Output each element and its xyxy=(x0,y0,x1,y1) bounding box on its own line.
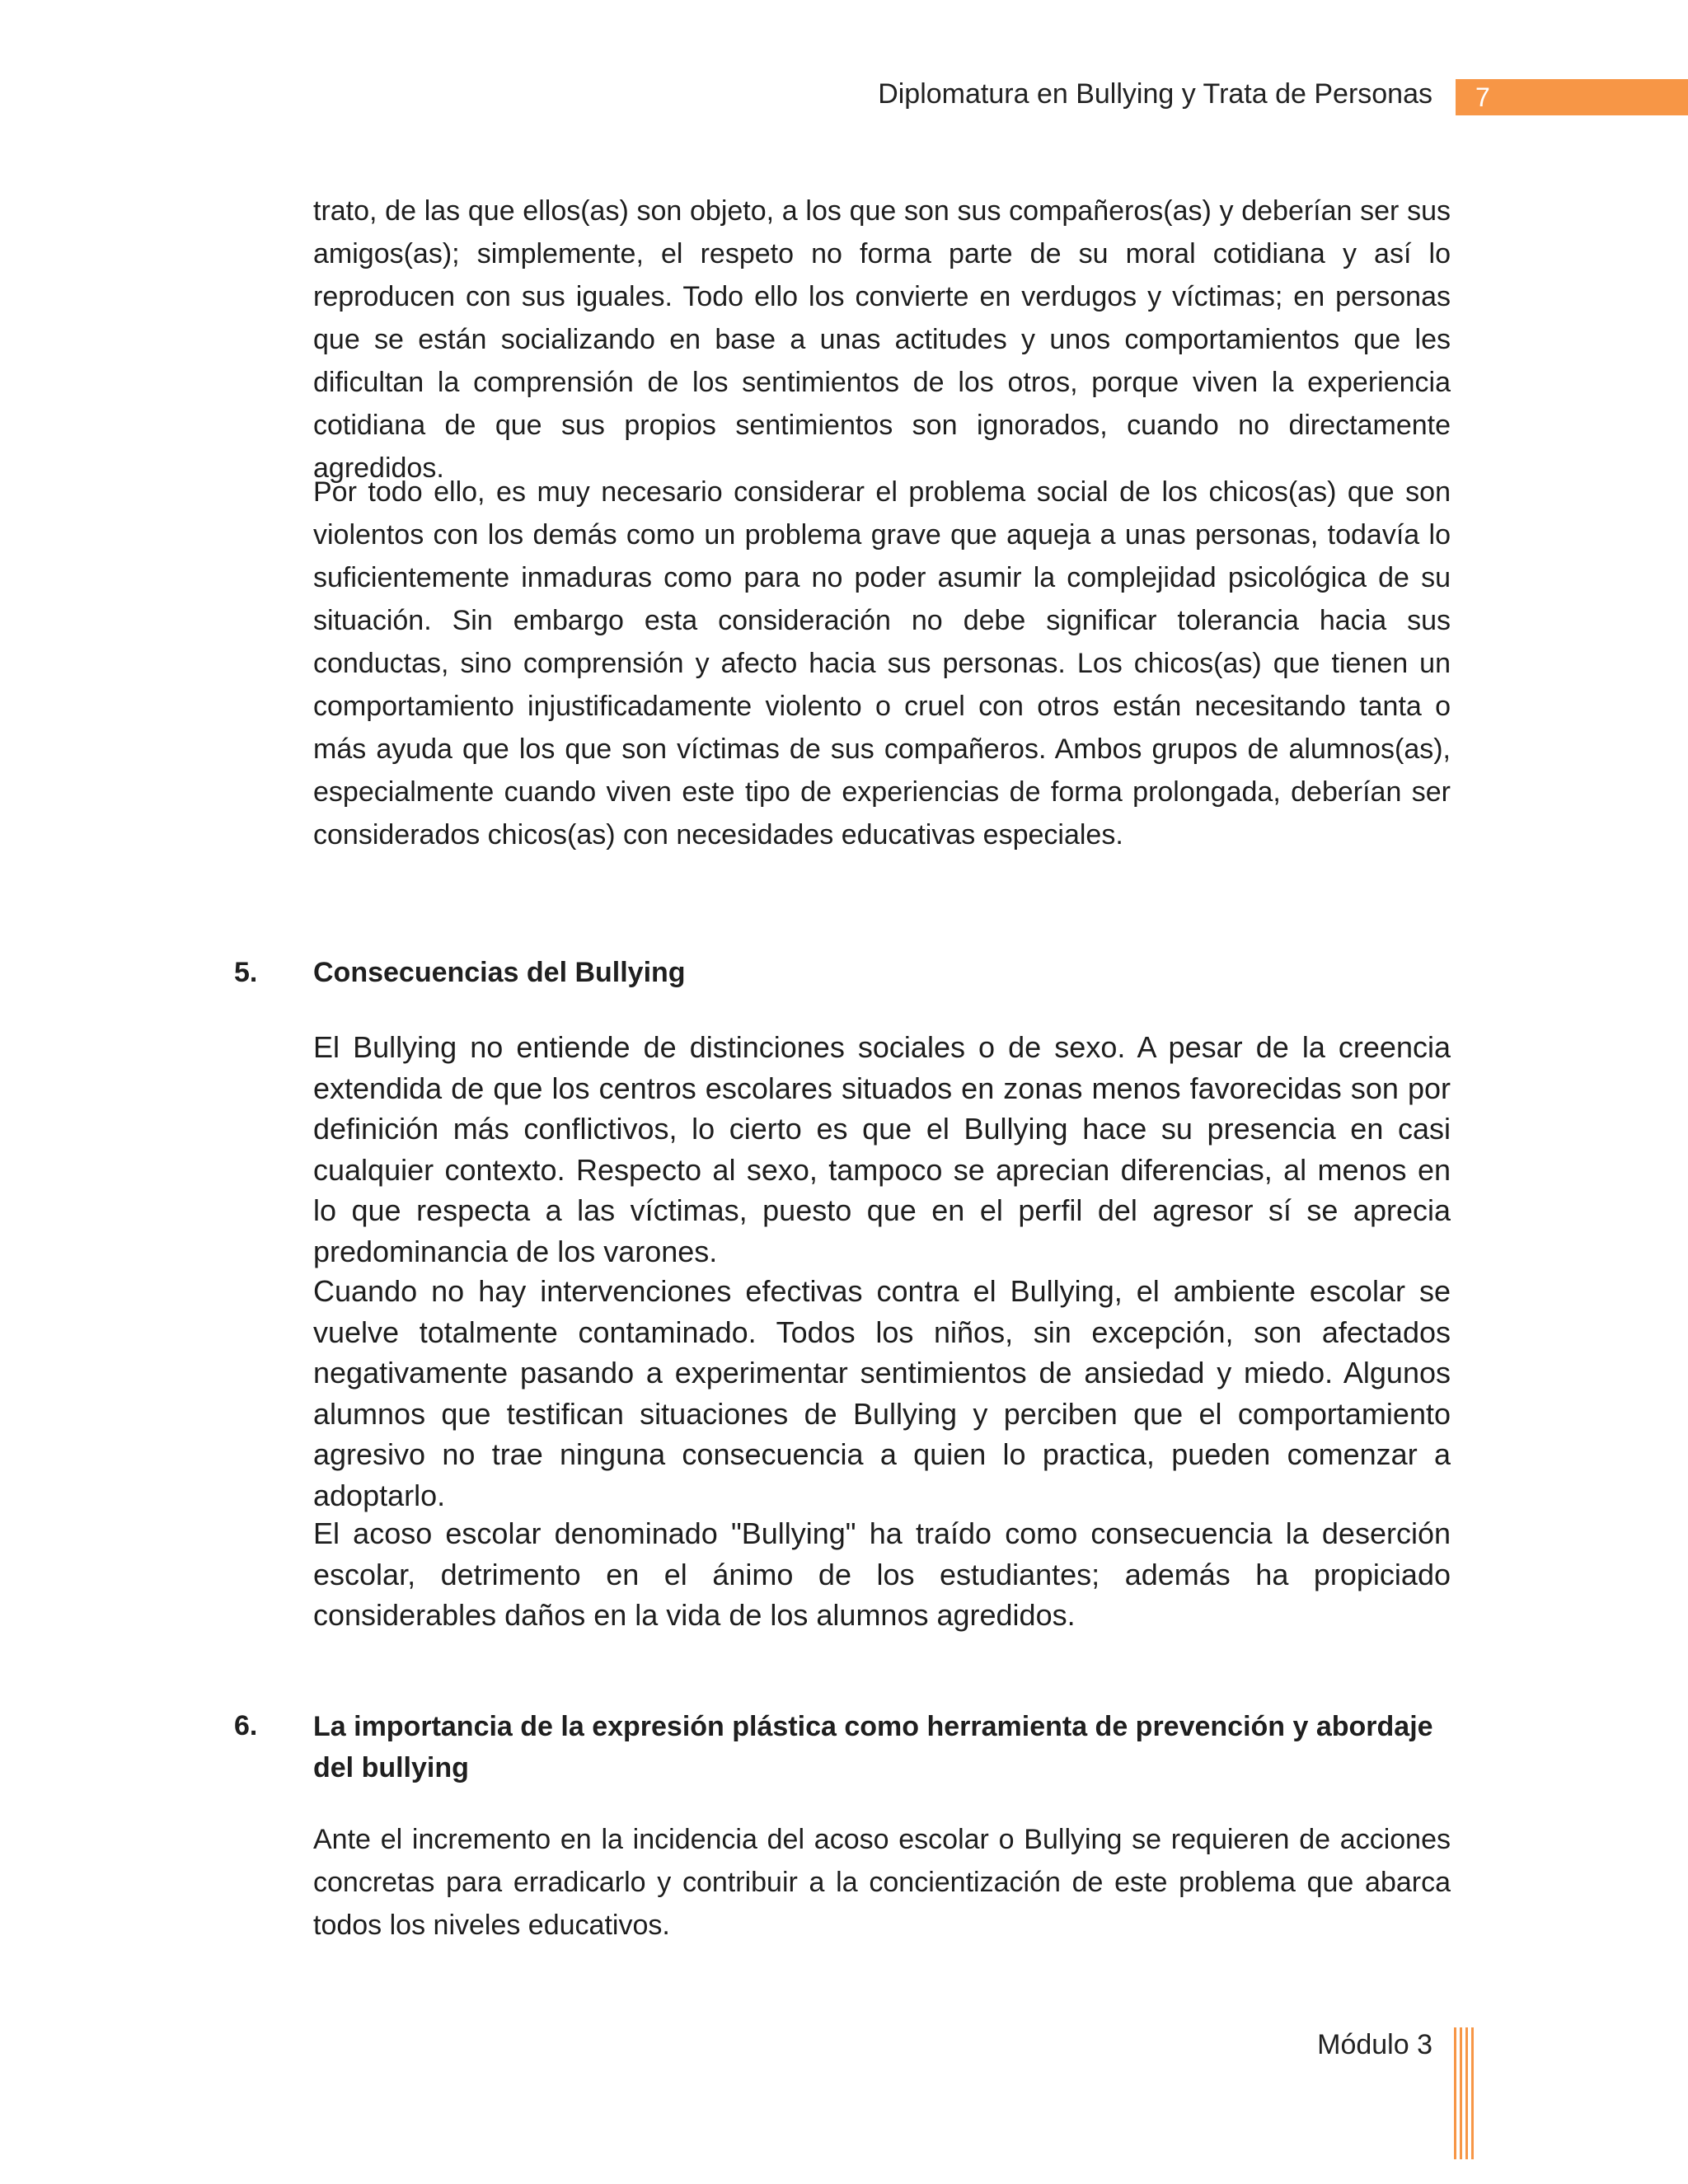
header-title: Diplomatura en Bullying y Trata de Personas xyxy=(878,78,1432,110)
footer-decorative-lines xyxy=(1454,2027,1475,2159)
intro-paragraph-2: Por todo ello, es muy necesario considerar el problema social de los chicos(as) que son violentos con los demás como un problema grave que aqueja a unas personas, todavía lo suficientemente inmaduras como para no poder asumir la complejidad psicológica de su situación. Sin embargo esta consideración no debe significar tolerancia hacia sus conductas, sino comprensión y afecto hacia sus personas. Los chicos(as) que tienen un comportamiento injustificadamente violento o cruel con otros están necesitando tanta o más ayuda que los que son víctimas de sus compañeros. Ambos grupos de alumnos(as), especialmente cuando viven este tipo de experiencias de forma prolongada, deberían ser considerados chicos(as) con necesidades educativas especiales. xyxy=(313,476,1451,851)
section-5-paragraph-1: El Bullying no entiende de distinciones sociales o de sexo. A pesar de la creencia extendida de que los centros escolares situados en zonas menos favorecidas son por definición más conflictivos, lo cierto es que el Bullying hace su presencia en casi cualquier contexto. Respecto al sexo, tampoco se aprecian diferencias, al menos en lo que respecta a las víctimas, puesto que en el perfil del agresor sí se aprecia predominancia de los varones. xyxy=(313,1030,1451,1268)
section-6-title: La importancia de la expresión plástica como herramienta de prevención y abordaje del bullying xyxy=(313,1711,1433,1783)
section-5-paragraph-3: El acoso escolar denominado "Bullying" ha traído como consecuencia la deserción escolar, detrimento en el ánimo de los estudiantes; además ha propiciado considerables daños en la vida de los alumnos agredidos. xyxy=(313,1516,1451,1632)
page-number-badge: 7 xyxy=(1456,79,1688,115)
section-6-paragraph-1: Ante el incremento en la incidencia del acoso escolar o Bullying se requieren de acciones concretas para erradicarlo y contribuir a la concientización de este problema que abarca todos los niveles educativos. xyxy=(313,1824,1451,1941)
section-5-title: Consecuencias del Bullying xyxy=(313,957,686,988)
section-5-number: 5. xyxy=(234,957,258,988)
section-5-paragraph-2: Cuando no hay intervenciones efectivas contra el Bullying, el ambiente escolar se vuelve totalmente contaminado. Todos los niños, sin excepción, son afectados negativamente pasando a experimentar sentimientos de ansiedad y miedo. Algunos alumnos que testifican situaciones de Bullying y perciben que el comportamiento agresivo no trae ninguna consecuencia a quien lo practica, pueden comenzar a adoptarlo. xyxy=(313,1274,1451,1512)
intro-paragraph-1: trato, de las que ellos(as) son objeto, a los que son sus compañeros(as) y deberían ser sus amigos(as); simplemente, el respeto no forma parte de su moral cotidiana y así lo reproducen con sus iguales. Todo ello los convierte en verdugos y víctimas; en personas que se están socializando en base a unas actitudes y unos comportamientos que les dificultan la comprensión de los sentimientos de los otros, porque viven la experiencia cotidiana de que sus propios sentimientos son ignorados, cuando no directamente agredidos. xyxy=(313,195,1451,484)
section-6-number: 6. xyxy=(234,1710,258,1741)
footer-module-label: Módulo 3 xyxy=(1317,2029,1432,2060)
